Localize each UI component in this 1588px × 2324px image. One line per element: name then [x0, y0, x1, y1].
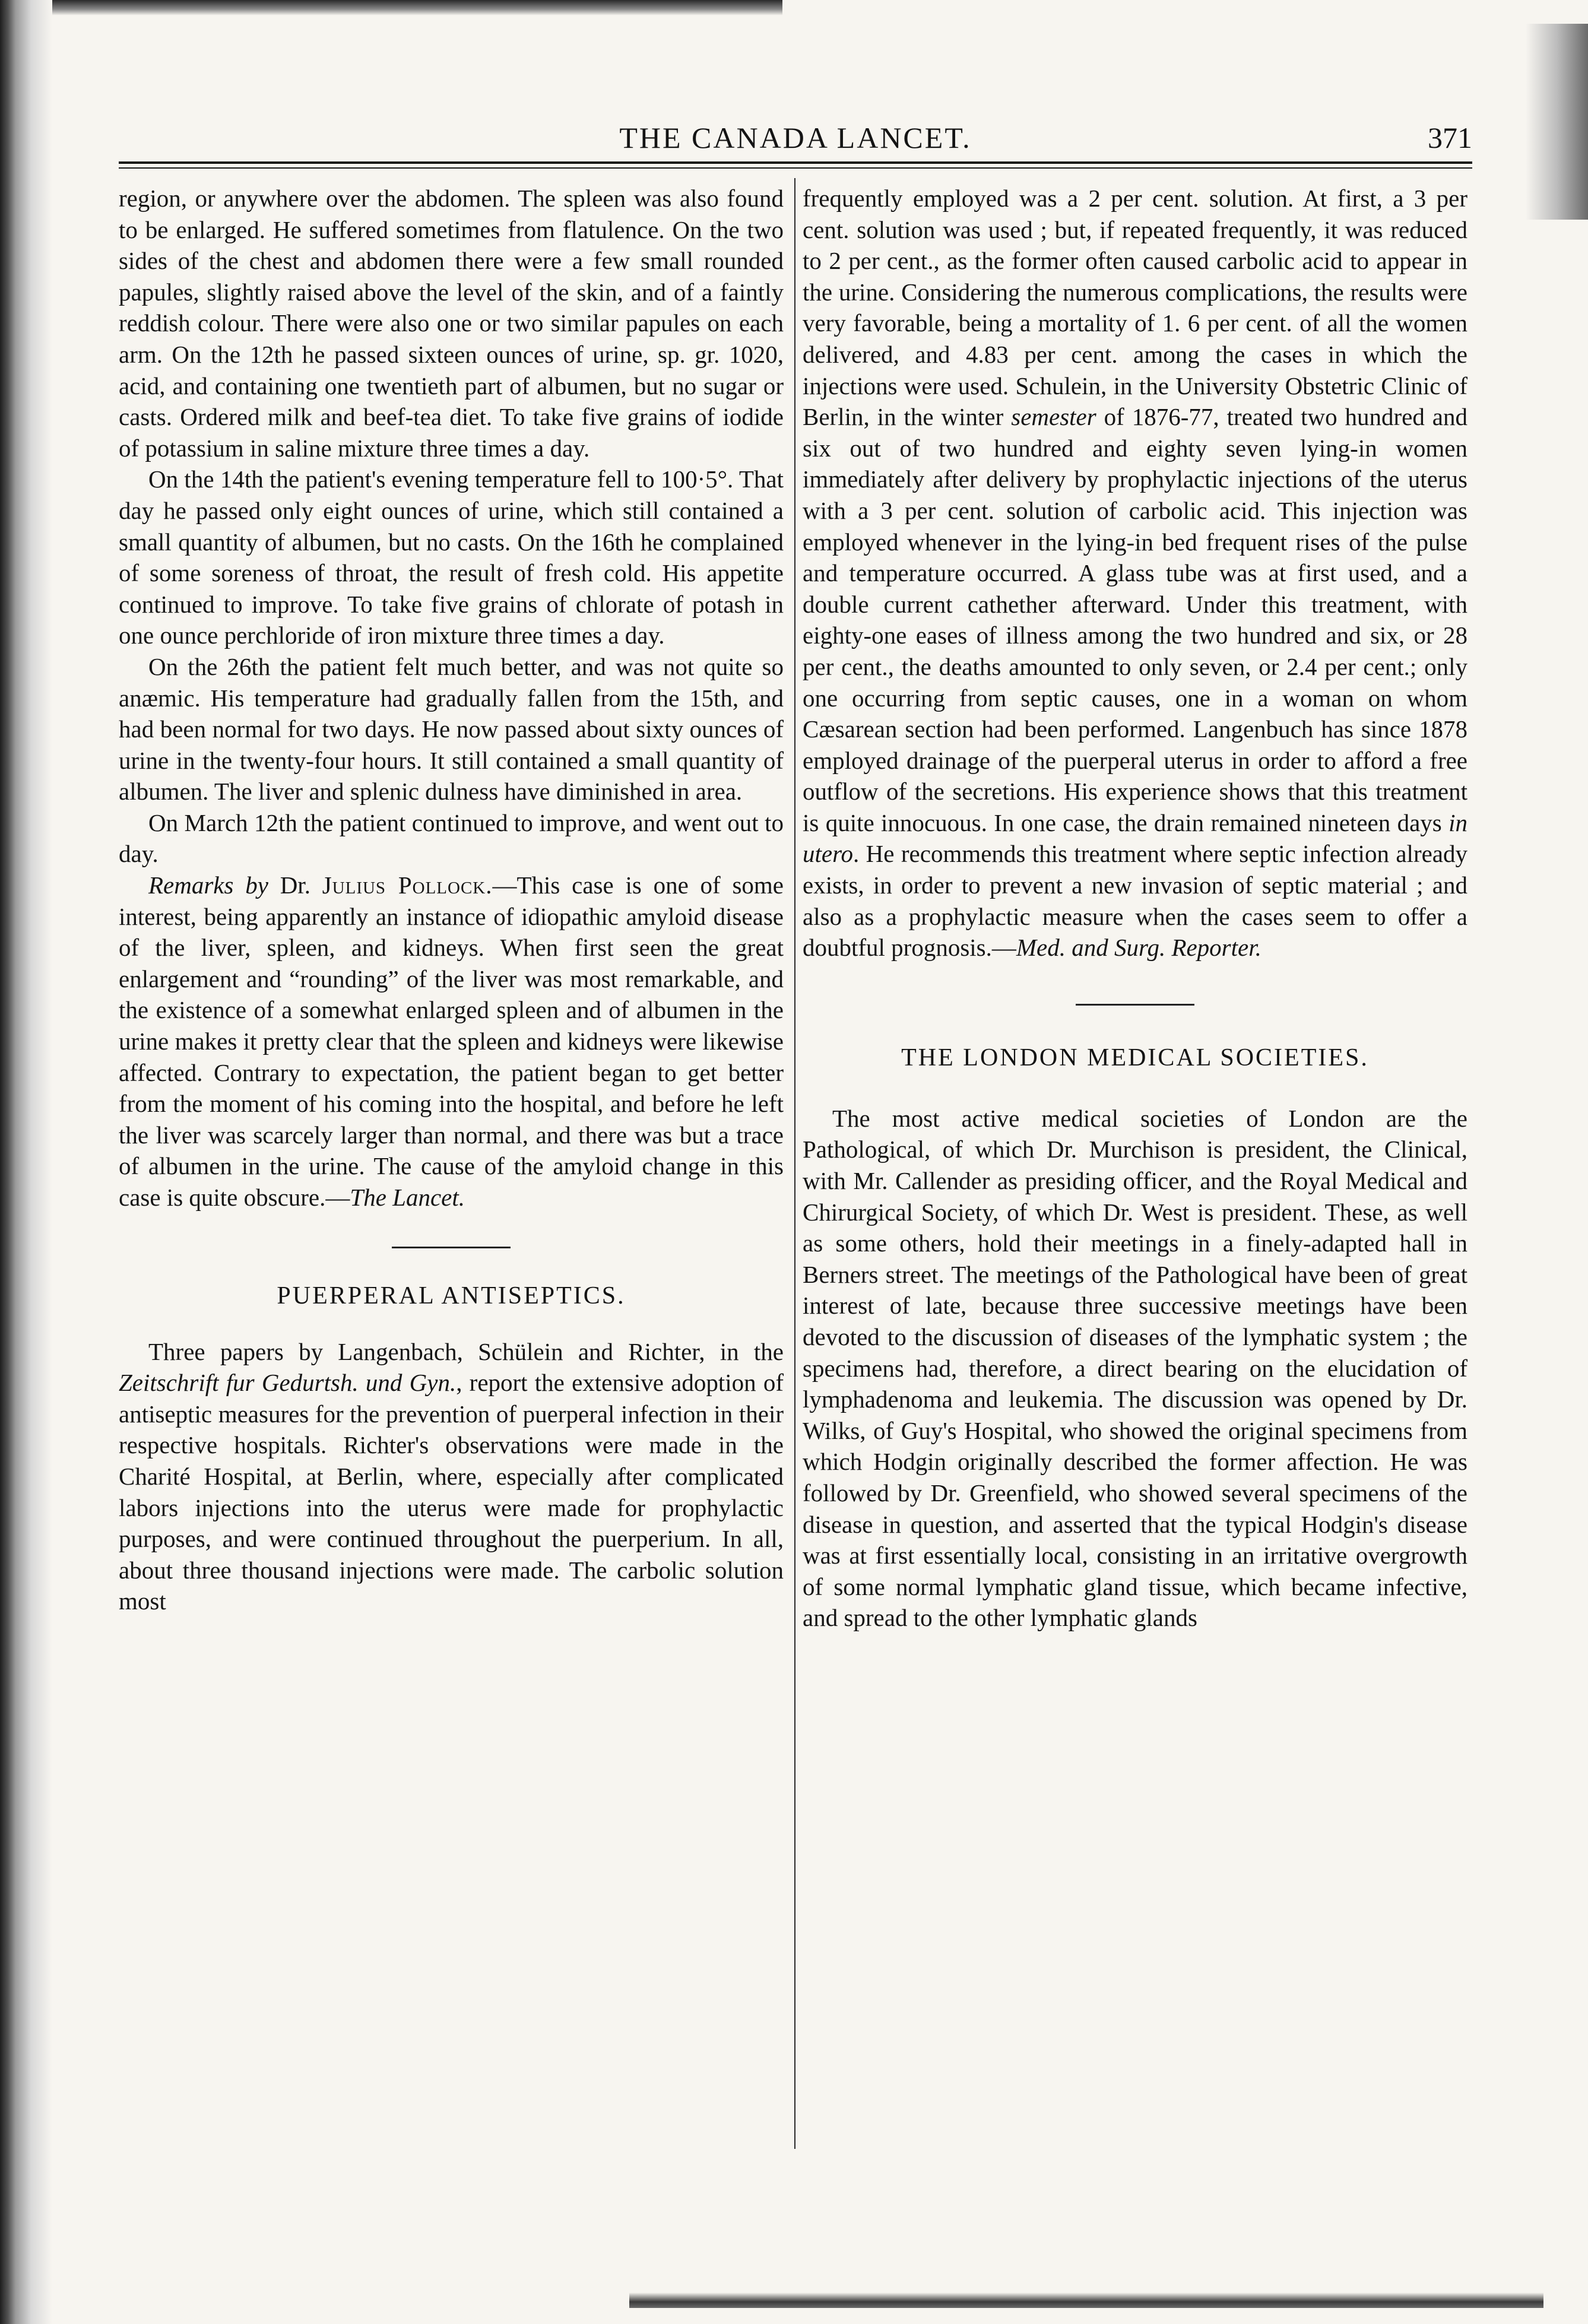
text-run: Three papers by Langenbach, Schülein and Richter, in the — [148, 1337, 784, 1365]
scan-edge-top — [52, 0, 782, 15]
remarks-author-prefix: Dr. — [280, 871, 310, 899]
paragraph: On the 14th the patient's evening temperature fell to 100·5°. That day he passed only eight ounces of urine, which still contained a small quantity of albumen, but no casts. On the 16th he complained of some soreness of throat, the result of fresh cold. His appetite continued to improve. To take five grains of chlorate of potash in one ounce perchloride of iron mixture three times a day. — [119, 465, 784, 649]
text-run: of 1876-77, treated two hundred and six out of two hundred and eighty seven lying-in women immediately after delivery by prophylactic injections of the uterus with a 3 per cent. solution of carbolic acid. This injection was employed whenever in the lying-in bed frequent rises of the pulse and temperature occurred. A glass tube was at first used, and a double current cathether afterward. Under this treatment, with eighty-one eases of illness among the two hundred and six, or 28 per cent., the deaths amounted to only seven, or 2.4 per cent.; only one occurring from septic causes, one in a woman on whom Cæsarean section had been performed. Langenbuch has since 1878 employed drainage of the puerperal uterus in order to afford a free outflow of the secretions. His experience shows that this treatment is quite innocuous. In one case, the drain remained nineteen days — [803, 403, 1467, 836]
text-run: frequently employed was a 2 per cent. solution. At first, a 3 per cent. solution was used ; but, if repeated frequently, it was reduced to 2 per cent., as the former often caused carbolic acid to appear in the urine. Considering the numerous complications, the results were very favorable, being a mortality of 1. 6 per cent. of all the women delivered, and 4.83 per cent. among the cases in which the injections were used. Schulein, in the University Obstetric Clinic of Berlin, in the winter — [803, 185, 1467, 431]
section-heading-puerperal: PUERPERAL ANTISEPTICS. — [277, 1282, 626, 1310]
scan-edge-left — [0, 0, 52, 2324]
page-number: 371 — [1428, 121, 1472, 154]
remarks-label: Remarks by — [148, 871, 268, 899]
text-run: , report the extensive adoption of antiseptic measures for the prevention of puerperal infection in their respective hospitals. Richter's observations were made in the Charité Hospital, at Berlin, where, especially after complicated labors injections into the uterus were made for prophylactic purposes, and were continued throughout the puerperium. In all, about three thousand injections were made. The carbolic solution most — [119, 1369, 784, 1615]
header-rule-thin — [119, 167, 1472, 169]
section-heading-london: THE LONDON MEDICAL SOCIETIES. — [901, 1044, 1369, 1071]
italic-term: semester — [1011, 403, 1096, 431]
text-run: . He recommends this treatment where septic infection already exists, in order to prevent a new invasion of septic material ; and also as a prophylactic measure when the cases seem to offer a doubtful prognosis.— — [803, 840, 1467, 962]
paragraph — [119, 1336, 784, 1617]
journal-name: Zeitschrift fur Gedurtsh. und Gyn. — [119, 1369, 457, 1397]
column-divider — [794, 178, 795, 2149]
remarks-author: Julius Pollock. — [322, 871, 493, 899]
paragraph: On March 12th the patient continued to improve, and went out to day. — [119, 809, 784, 868]
scan-edge-bottom — [629, 2293, 1543, 2308]
remarks-source: The Lancet. — [350, 1184, 465, 1211]
right-column — [803, 183, 1467, 1634]
journal-title: THE CANADA LANCET. — [619, 121, 972, 154]
italic-term: in utero — [803, 809, 1467, 868]
remarks-paragraph — [119, 870, 784, 1213]
running-head — [119, 116, 1472, 159]
section-separator — [392, 1247, 511, 1248]
section-separator — [1076, 1004, 1194, 1006]
scan-edge-right — [1526, 24, 1588, 220]
source-citation: Med. and Surg. Reporter. — [1016, 934, 1261, 962]
paragraph — [803, 183, 1467, 963]
paragraph: region, or anywhere over the abdomen. The spleen was also found to be enlarged. He suffered sometimes from flatulence. On the two sides of the chest and abdomen there were a few small rounded papules, slightly raised above the level of the skin, and of a faintly reddish colour. There were also one or two similar papules on each arm. On the 12th he passed sixteen ounces of urine, sp. gr. 1020, acid, and containing one twentieth part of albumen, but no sugar or casts. Ordered milk and beef-tea diet. To take five grains of iodide of potassium in saline mixture three times a day. — [119, 185, 784, 462]
paragraph: The most active medical societies of London are the Pathological, of which Dr. Murchison is president, the Clinical, with Mr. Callender as presiding officer, and the Royal Medical and Chirurgical Society, of which Dr. West is president. These, as well as some others, hold their meetings in a finely-adapted hall in Berners street. The meetings of the Pathological have been of great interest of late, because three successive meetings have been devoted to the discussion of diseases of the lymphatic system ; the specimens had, therefore, a direct bearing on the elucidation of lymphadenoma and leukemia. The discussion was opened by Dr. Wilks, of Guy's Hospital, who showed the original specimens from which Hodgin originally described the former affection. He was followed by Dr. Greenfield, who showed several specimens of the disease in question, and asserted that the typical Hodgin's disease was at first essentially local, consisting in an irritative overgrowth of some normal lymphatic gland tissue, which became infective, and spread to the other lymphatic glands — [803, 1104, 1467, 1632]
paragraph: On the 26th the patient felt much better, and was not quite so anæmic. His temperature had gradually fallen from the 15th, and had been normal for two days. He now passed about sixty ounces of urine in the twenty-four hours. It still contained a small quantity of albumen. The liver and splenic dulness have diminished in area. — [119, 652, 784, 806]
remarks-text: —This case is one of some interest, being apparently an instance of idiopathic amyloid disease of the liver, spleen, and kidneys. When first seen the great enlargement and “rounding” of the liver was most remarkable, and the existence of a somewhat enlarged spleen and of albumen in the urine makes it pretty clear that the spleen and kidneys were likewise affected. Contrary to expectation, the patient began to get better from the moment of his coming into the hospital, and before he left the liver was scarcely larger than normal, and there was but a trace of albumen in the urine. The cause of the amyloid change in this case is quite obscure.— — [119, 871, 784, 1211]
left-column — [119, 183, 784, 1617]
header-rule — [119, 161, 1472, 164]
